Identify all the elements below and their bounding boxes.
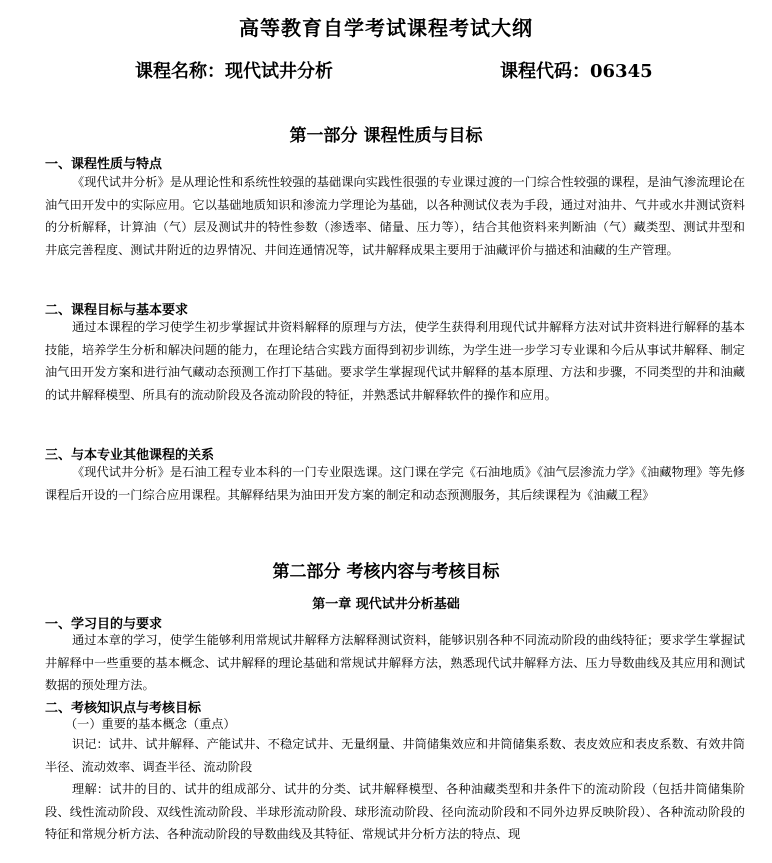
- document-title: 高等教育自学考试课程考试大纲: [239, 16, 533, 40]
- course-code: 课程代码：06345: [500, 61, 653, 82]
- subsection-heading: （一）重要的基本概念（重点）: [65, 717, 236, 731]
- part1-section1-text: 《现代试井分析》是从理论性和系统性较强的基础课向实践性很强的专业课过渡的一门综合性较强的课程，是油气渗流理论在油气田开发中的实际应用。它以基础地质知识和渗流力学理论为基础，以各种测试仪表为手段，通过对油井、气井或水井测试资料的分析解释，计算油（气）层及测试井的特性参数（渗透率、储量、压力等），结合其他资料来判断油（气）藏类型、测试井型和井底完善程度、测试井附近的边界情况、井间连通情况等，试井解释成果主要用于油藏评价与描述和油藏的生产管理。: [45, 175, 745, 257]
- part1-section2-text: 通过本课程的学习使学生初步掌握试井资料解释的原理与方法，使学生获得利用现代试井解释方法对试井资料进行解释的基本技能，培养学生分析和解决问题的能力，在理论结合实践方面得到初步训练，为学生进一步学习专业课和今后从事试井解释、制定油气田开发方案和进行油气藏动态预测工作打下基础。要求学生掌握现代试井解释的基本原理、方法和步骤，不同类型的井和油藏的试井解释模型、所具有的流动阶段及各流动阶段的特征，并熟悉试井解释软件的操作和应用。: [45, 320, 745, 402]
- chapter1-title: 第一章 现代试井分析基础: [312, 597, 460, 612]
- part1-title: 第一部分 课程性质与目标: [289, 126, 483, 146]
- part1-section3-text: 《现代试井分析》是石油工程专业本科的一门专业限选课。这门课在学完《石油地质》《油气层渗流力学》《油藏物理》等先修课程后开设的一门综合应用课程。其解释结果为油田开发方案的制定和动态预测服务，其后续课程为《油藏工程》: [45, 465, 745, 502]
- part1-section1-heading: 一、课程性质与特点: [45, 157, 163, 172]
- recall-text: 识记：试井、试井解释、产能试井、不稳定试井、无量纲量、井筒储集效应和井筒储集系数、表皮效应和表皮系数、有效井筒半径、流动效率、调查半径、流动阶段: [45, 737, 745, 774]
- part2-section2-heading: 二、考核知识点与考核目标: [45, 701, 202, 716]
- understand-text: 理解：试井的目的、试井的组成部分、试井的分类、试井解释模型、各种油藏类型和井条件下的流动阶段（包括井筒储集阶段、线性流动阶段、双线性流动阶段、半球形流动阶段、球形流动阶段、径向流动阶段和不同外边界反映阶段）、各种流动阶段的特征和常规分析方法、各种流动阶段的导数曲线及其特征、常规试井分析方法的特点、现: [45, 782, 745, 841]
- part1-section3-heading: 三、与本专业其他课程的关系: [45, 448, 215, 463]
- course-name: 课程名称：现代试井分析: [135, 61, 333, 82]
- part2-title: 第二部分 考核内容与考核目标: [272, 562, 500, 582]
- part2-section1-text: 通过本章的学习，使学生能够利用常规试井解释方法解释测试资料，能够识别各种不同流动阶段的曲线特征；要求学生掌握试井解释中一些重要的基本概念、试井解释的理论基础和常规试井解释方法，熟悉现代试井解释方法、压力导数曲线及其应用和测试数据的预处理方法。: [45, 633, 745, 692]
- part1-section2-heading: 二、课程目标与基本要求: [45, 303, 189, 318]
- part2-section1-heading: 一、学习目的与要求: [45, 617, 163, 632]
